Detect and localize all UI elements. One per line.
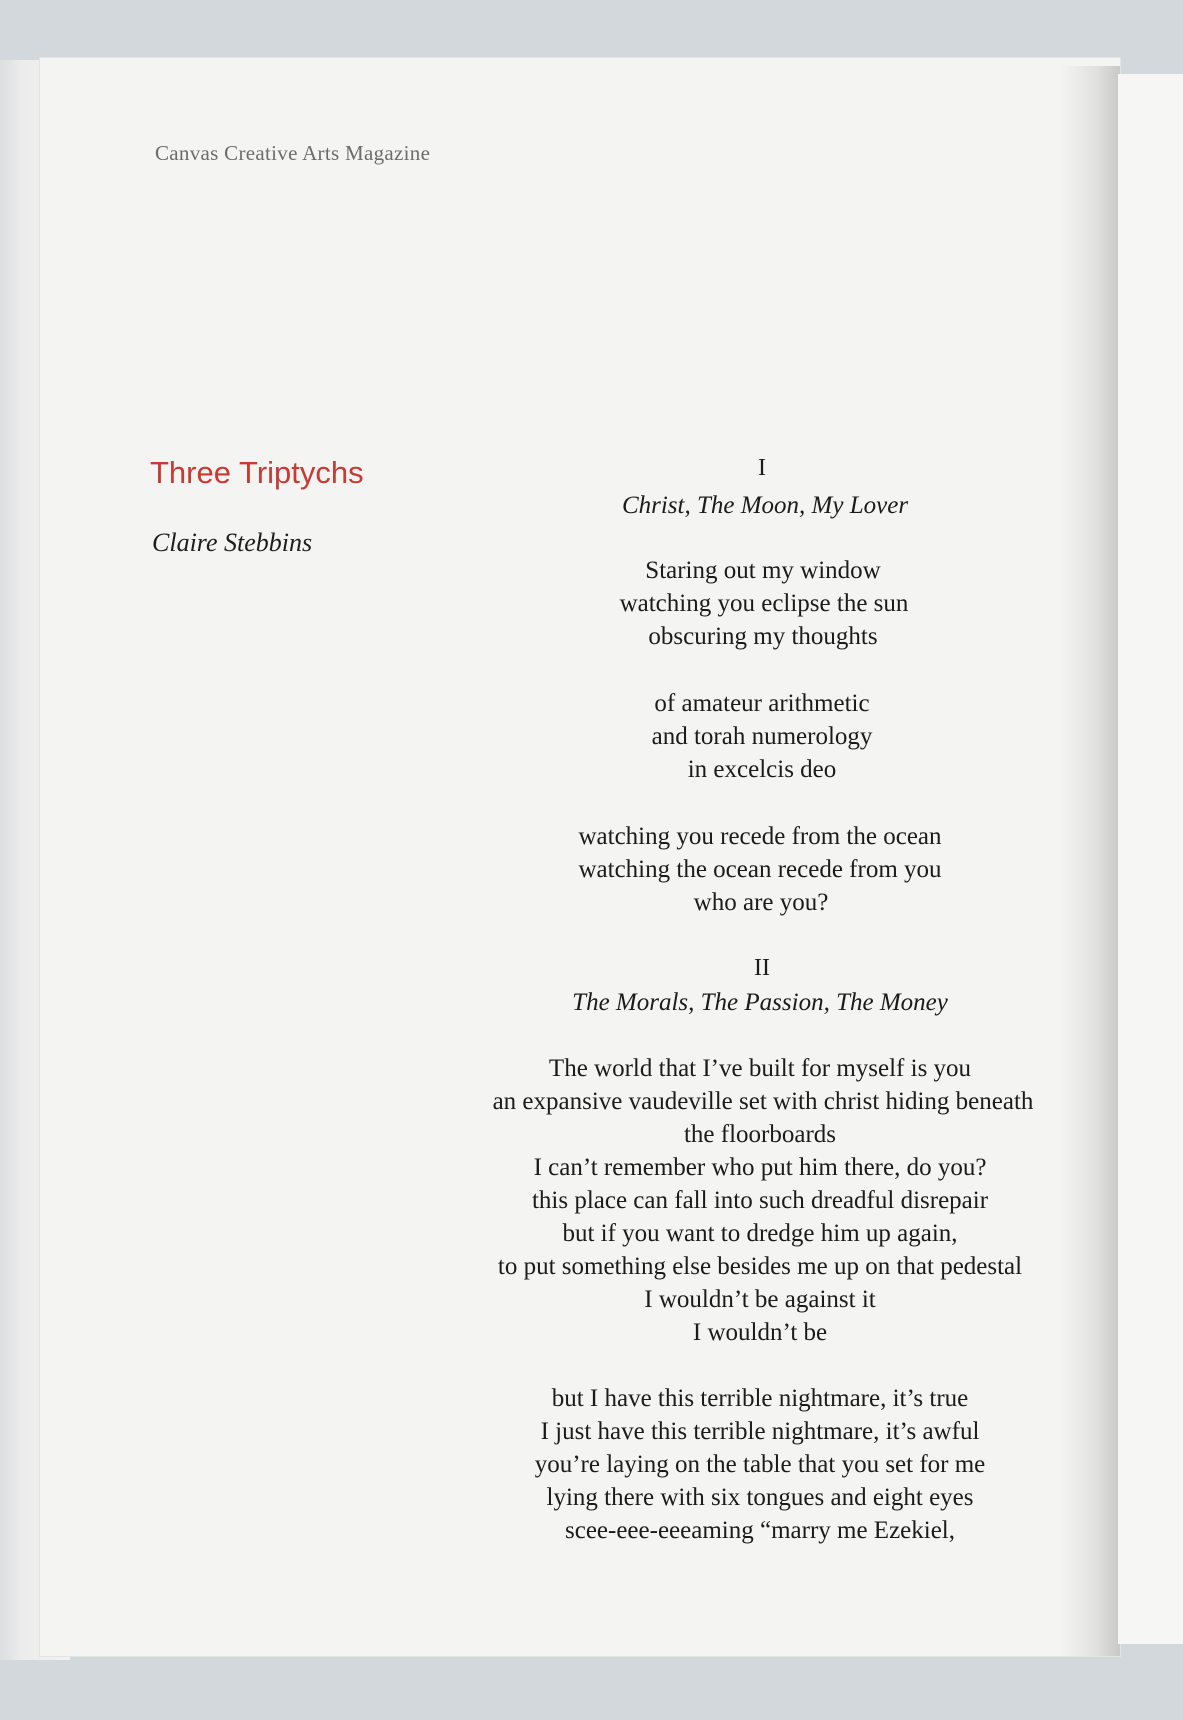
poem-line: of amateur arithmetic: [654, 690, 870, 717]
section-numeral: II: [754, 955, 770, 981]
running-header: Canvas Creative Arts Magazine: [155, 141, 431, 165]
poem-line: to put something else besides me up on that pedestal: [497, 1253, 1023, 1280]
article-author: Claire Stebbins: [152, 528, 313, 557]
poem-line: scee-eee-eeeaming “marry me Ezekiel,: [564, 1517, 956, 1544]
poem-line: I can’t remember who put him there, do you?: [533, 1154, 987, 1181]
poem-line: the floorboards: [683, 1121, 837, 1148]
poem-line: an expansive vaudeville set with christ hiding beneath: [492, 1088, 1034, 1115]
poem-line: and torah numerology: [651, 723, 873, 750]
poem-line: but I have this terrible nightmare, it’s true: [551, 1385, 969, 1412]
poem-line: The world that I’ve built for myself is you: [548, 1055, 972, 1082]
page-gutter-shadow: [1060, 66, 1120, 1656]
poem-line: watching you eclipse the sun: [619, 590, 909, 617]
poem-line: I wouldn’t be: [692, 1319, 828, 1346]
poem-line: Staring out my window: [645, 557, 881, 584]
poem-line: this place can fall into such dreadful disrepair: [531, 1187, 989, 1214]
section-subtitle: Christ, The Moon, My Lover: [621, 492, 909, 519]
poem-line: I wouldn’t be against it: [644, 1286, 876, 1313]
poem-line: you’re laying on the table that you set for me: [534, 1451, 986, 1478]
facing-page-edge: [1118, 74, 1183, 1644]
section-numeral: I: [758, 455, 766, 481]
poem-line: watching the ocean recede from you: [578, 856, 942, 883]
poem-line: lying there with six tongues and eight eyes: [546, 1484, 974, 1511]
poem-line: but if you want to dredge him up again,: [562, 1220, 958, 1247]
section-subtitle: The Morals, The Passion, The Money: [572, 989, 948, 1016]
poem-line: who are you?: [693, 889, 829, 916]
poem-line: obscuring my thoughts: [648, 623, 878, 650]
article-title: Three Triptychs: [150, 455, 364, 490]
poem-line: in excelcis deo: [687, 756, 837, 783]
poem-line: I just have this terrible nightmare, it’s awful: [540, 1418, 980, 1445]
poem-line: watching you recede from the ocean: [578, 823, 942, 850]
